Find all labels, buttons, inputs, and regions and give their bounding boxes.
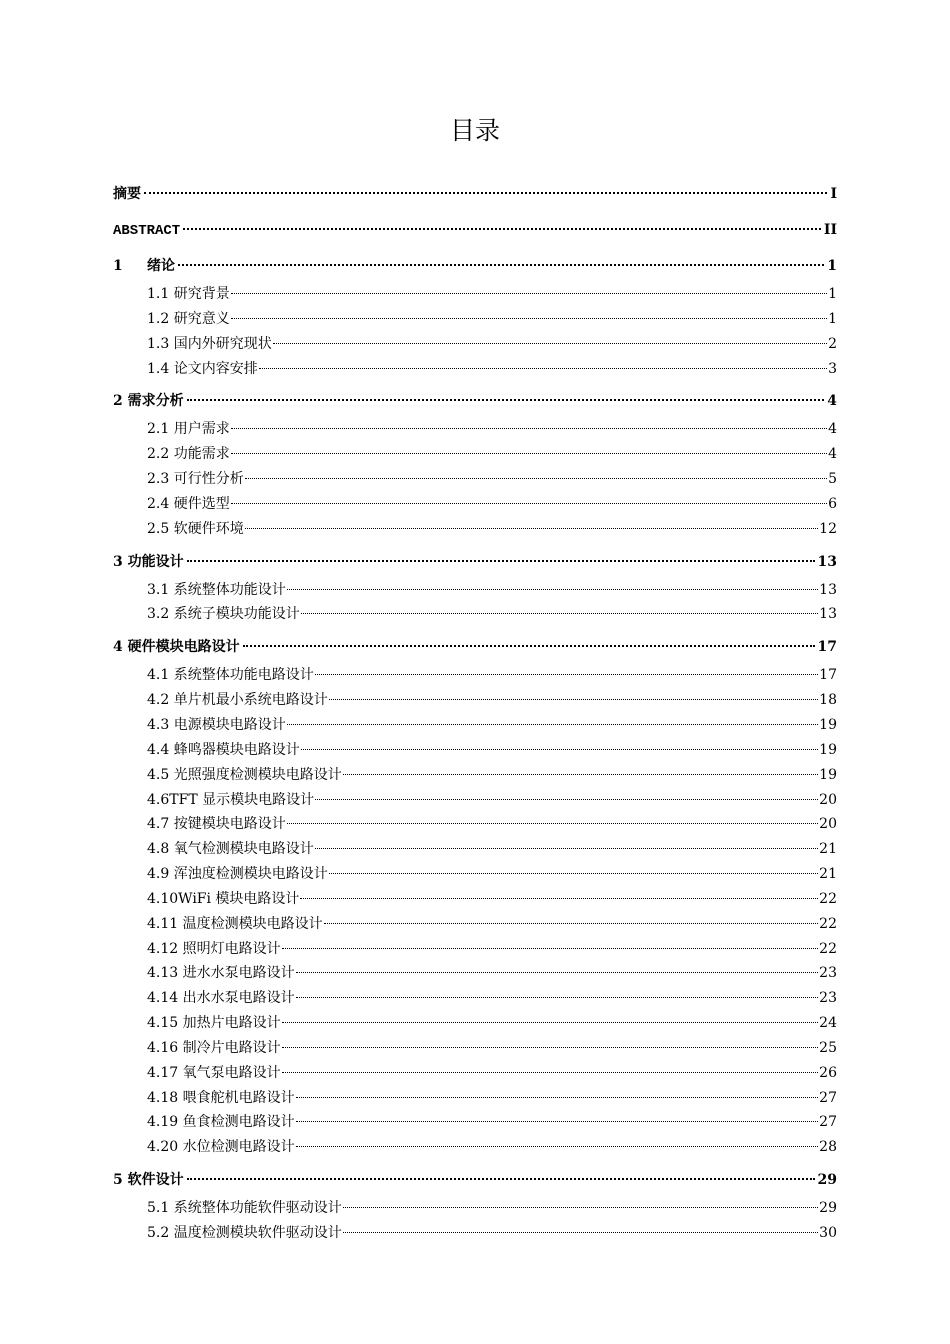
toc-entry-label: 2.5 软硬件环境: [147, 520, 244, 537]
toc-entry-label: 4.10WiFi 模块电路设计: [147, 890, 300, 907]
dot-leader: [300, 898, 818, 899]
toc-entry-label: 4.1 系统整体功能电路设计: [147, 667, 314, 684]
toc-entry-label: 3 功能设计: [113, 553, 184, 570]
toc-entry-page-number: I: [830, 186, 837, 202]
toc-entry-page-number: 29: [819, 1200, 837, 1217]
dot-leader: [315, 799, 818, 800]
dot-leader: [329, 699, 818, 700]
toc-entry-page-number: 25: [819, 1039, 837, 1056]
toc-entry-label: 4.8 氧气检测模块电路设计: [147, 841, 314, 858]
toc-entry-label: 4.18 喂食舵机电路设计: [147, 1089, 295, 1106]
dot-leader: [245, 478, 827, 479]
toc-section-entry[interactable]: [113, 1196, 837, 1221]
dot-leader: [144, 192, 827, 194]
toc-chapter-entry[interactable]: [113, 546, 837, 578]
toc-entry-label: 1.4 论文内容安排: [147, 360, 258, 377]
toc-entry-page-number: 22: [819, 915, 837, 932]
toc-entry-label: 4.4 蜂鸣器模块电路设计: [147, 741, 300, 758]
toc-entry-label: 4.15 加热片电路设计: [147, 1015, 281, 1032]
toc-chapter-entry[interactable]: [113, 178, 837, 210]
toc-section-entry[interactable]: [113, 307, 837, 332]
toc-entry-label: 2.4 硬件选型: [147, 495, 230, 512]
toc-entry-label: 4.3 电源模块电路设计: [147, 716, 286, 733]
toc-entry-label: 2.3 可行性分析: [147, 471, 244, 488]
table-of-contents: [113, 178, 837, 1246]
toc-entry-label: 绪论: [147, 258, 175, 274]
toc-entry-page-number: 20: [819, 816, 837, 833]
dot-leader: [315, 674, 818, 675]
toc-entry-label: 1.3 国内外研究现状: [147, 335, 272, 352]
toc-entry-page-number: 13: [817, 553, 837, 570]
toc-entry-page-number: 1: [827, 258, 837, 274]
toc-entry-page-number: 17: [819, 667, 837, 684]
toc-entry-label: 4.12 照明灯电路设计: [147, 940, 281, 957]
toc-entry-page-number: 27: [819, 1114, 837, 1131]
dot-leader: [187, 399, 825, 401]
toc-entry-label: 1.1 研究背景: [147, 286, 230, 302]
dot-leader: [187, 1178, 815, 1180]
dot-leader: [315, 848, 818, 849]
toc-section-entry[interactable]: [113, 738, 837, 763]
dot-leader: [301, 613, 818, 614]
toc-entry-label: 5.1 系统整体功能软件驱动设计: [147, 1200, 342, 1217]
toc-entry-page-number: 13: [819, 606, 837, 623]
toc-section-entry[interactable]: [113, 357, 837, 382]
toc-section-entry[interactable]: [113, 713, 837, 738]
toc-section-entry[interactable]: [113, 1086, 837, 1111]
toc-entry-page-number: 3: [828, 360, 837, 377]
dot-leader: [301, 749, 818, 750]
dot-leader: [296, 1146, 819, 1147]
toc-entry-page-number: 22: [819, 940, 837, 957]
toc-section-entry[interactable]: [113, 862, 837, 887]
toc-section-entry[interactable]: [113, 1110, 837, 1135]
toc-section-entry[interactable]: [113, 812, 837, 837]
toc-entry-label: 4.7 按键模块电路设计: [147, 816, 286, 833]
toc-entry-page-number: 24: [819, 1015, 837, 1032]
dot-leader: [273, 343, 827, 344]
dot-leader: [183, 228, 821, 230]
toc-section-entry[interactable]: [113, 417, 837, 442]
dot-leader: [343, 1232, 818, 1233]
dot-leader: [282, 1047, 819, 1048]
toc-entry-page-number: 5: [828, 471, 837, 488]
toc-entry-label: 2 需求分析: [113, 393, 184, 410]
toc-section-entry[interactable]: [113, 467, 837, 492]
toc-chapter-entry[interactable]: [113, 250, 837, 282]
toc-entry-label: ABSTRACT: [113, 223, 181, 239]
dot-leader: [324, 923, 819, 924]
toc-entry-page-number: 2: [828, 335, 837, 352]
toc-entry-label: 4.9 浑浊度检测模块电路设计: [147, 866, 328, 883]
toc-chapter-entry[interactable]: [113, 214, 837, 246]
toc-entry-label: 4.6TFT 显示模块电路设计: [147, 791, 315, 808]
dot-leader: [287, 724, 818, 725]
dot-leader: [287, 589, 818, 590]
toc-entry-label: 4.14 出水水泵电路设计: [147, 990, 295, 1007]
toc-section-entry[interactable]: [113, 663, 837, 688]
toc-entry-label: 1.2 研究意义: [147, 310, 230, 327]
dot-leader: [343, 774, 818, 775]
toc-entry-label: 4.19 鱼食检测电路设计: [147, 1114, 295, 1131]
toc-entry-page-number: 19: [819, 741, 837, 758]
toc-entry-label: 4 硬件模块电路设计: [113, 639, 240, 656]
toc-entry-page-number: 1: [828, 286, 837, 302]
toc-entry-page-number: 27: [819, 1089, 837, 1106]
toc-entry-page-number: 21: [819, 866, 837, 883]
toc-entry-page-number: 19: [819, 716, 837, 733]
dot-leader: [187, 560, 815, 562]
toc-section-entry[interactable]: [113, 961, 837, 986]
dot-leader: [329, 873, 818, 874]
toc-section-entry[interactable]: [113, 492, 837, 517]
toc-entry-label: 4.2 单片机最小系统电路设计: [147, 692, 328, 709]
toc-entry-page-number: 12: [819, 520, 837, 537]
toc-entry-page-number: II: [823, 222, 837, 238]
dot-leader: [178, 264, 824, 266]
toc-section-entry[interactable]: [113, 1061, 837, 1086]
toc-entry-label: 4.20 水位检测电路设计: [147, 1139, 295, 1156]
toc-section-entry[interactable]: [113, 282, 837, 307]
toc-entry-label: 4.17 氧气泵电路设计: [147, 1064, 281, 1081]
toc-entry-page-number: 6: [828, 495, 837, 512]
toc-entry-page-number: 4: [828, 421, 837, 438]
toc-section-entry[interactable]: [113, 688, 837, 713]
toc-entry-label: 5.2 温度检测模块软件驱动设计: [147, 1225, 342, 1241]
toc-section-entry[interactable]: [113, 1135, 837, 1160]
dot-leader: [245, 528, 818, 529]
toc-chapter-entry[interactable]: [113, 385, 837, 417]
toc-section-entry[interactable]: [113, 763, 837, 788]
toc-entry-page-number: 18: [819, 692, 837, 709]
dot-leader: [296, 997, 819, 998]
toc-section-entry[interactable]: [113, 986, 837, 1011]
toc-section-entry[interactable]: [113, 1221, 837, 1246]
dot-leader: [231, 428, 827, 429]
dot-leader: [296, 1121, 819, 1122]
toc-entry-label: 4.16 制冷片电路设计: [147, 1039, 281, 1056]
toc-section-entry[interactable]: [113, 912, 837, 937]
toc-entry-label: 2.2 功能需求: [147, 446, 230, 463]
toc-section-entry[interactable]: [113, 1036, 837, 1061]
toc-entry-label: 3.2 系统子模块功能设计: [147, 606, 300, 623]
toc-entry-label: 2.1 用户需求: [147, 421, 230, 438]
toc-chapter-entry[interactable]: [113, 1164, 837, 1196]
dot-leader: [296, 1097, 819, 1098]
page-title: 目录: [449, 116, 500, 145]
toc-entry-page-number: 4: [828, 446, 837, 463]
toc-entry-label: 4.13 进水水泵电路设计: [147, 965, 295, 982]
toc-section-entry[interactable]: [113, 442, 837, 467]
toc-entry-label: 4.5 光照强度检测模块电路设计: [147, 766, 342, 783]
toc-entry-page-number: 23: [819, 990, 837, 1007]
toc-section-entry[interactable]: [113, 788, 837, 813]
toc-section-entry[interactable]: [113, 602, 837, 627]
toc-section-entry[interactable]: [113, 837, 837, 862]
toc-entry-number: 1: [113, 258, 123, 274]
toc-entry-page-number: 28: [819, 1139, 837, 1156]
dot-leader: [282, 1072, 819, 1073]
toc-entry-label: 3.1 系统整体功能设计: [147, 581, 286, 598]
toc-entry-page-number: 19: [819, 766, 837, 783]
toc-section-entry[interactable]: [113, 1011, 837, 1036]
toc-entry-page-number: 29: [817, 1172, 837, 1189]
toc-entry-page-number: 21: [819, 841, 837, 858]
toc-chapter-entry[interactable]: [113, 631, 837, 663]
toc-entry-page-number: 30: [819, 1225, 837, 1241]
toc-entry-page-number: 23: [819, 965, 837, 982]
dot-leader: [231, 453, 827, 454]
toc-entry-label: 4.11 温度检测模块电路设计: [147, 915, 323, 932]
dot-leader: [296, 972, 819, 973]
toc-entry-label: 摘要: [113, 186, 141, 202]
dot-leader: [282, 1022, 819, 1023]
toc-entry-page-number: 17: [817, 639, 837, 656]
toc-section-entry[interactable]: [113, 332, 837, 357]
toc-entry-label: 5 软件设计: [113, 1172, 184, 1189]
dot-leader: [231, 318, 827, 319]
toc-entry-page-number: 13: [819, 581, 837, 598]
dot-leader: [343, 1207, 818, 1208]
toc-section-entry[interactable]: [113, 517, 837, 542]
toc-section-entry[interactable]: [113, 937, 837, 962]
toc-entry-page-number: 1: [828, 310, 837, 327]
toc-entry-page-number: 22: [819, 890, 837, 907]
dot-leader: [282, 948, 819, 949]
dot-leader: [243, 645, 815, 647]
toc-entry-page-number: 4: [827, 393, 837, 410]
toc-entry-page-number: 26: [819, 1064, 837, 1081]
dot-leader: [259, 368, 827, 369]
toc-section-entry[interactable]: [113, 578, 837, 603]
dot-leader: [287, 823, 818, 824]
dot-leader: [231, 293, 827, 294]
dot-leader: [231, 503, 827, 504]
toc-section-entry[interactable]: [113, 887, 837, 912]
toc-entry-page-number: 20: [819, 791, 837, 808]
